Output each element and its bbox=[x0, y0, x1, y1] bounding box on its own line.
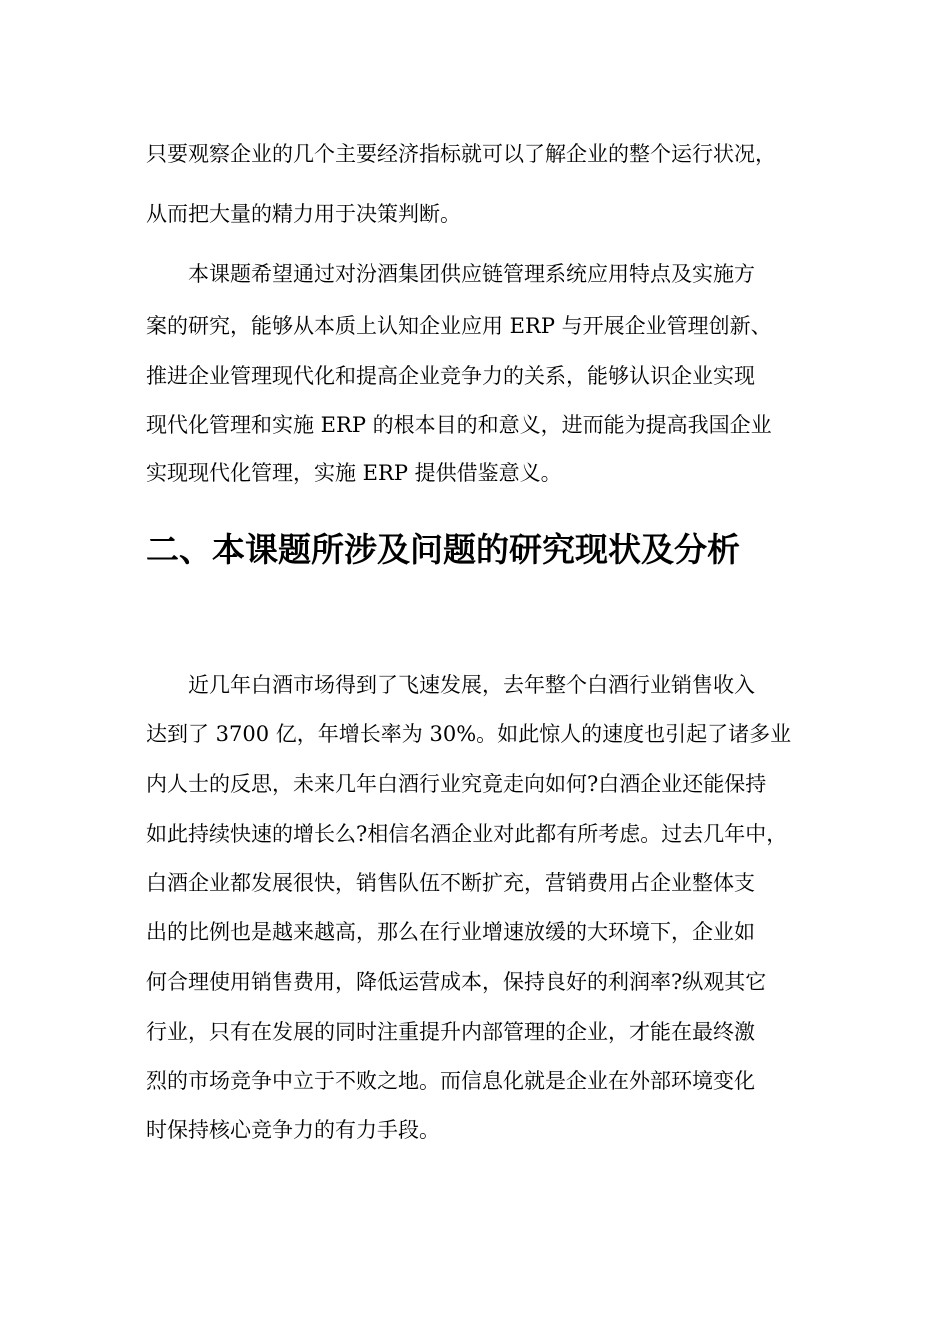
section-heading: 二、本课题所涉及问题的研究现状及分析 bbox=[146, 530, 740, 569]
body-line-9: 烈的市场竞争中立于不败之地。而信息化就是企业在外部环境变化 bbox=[146, 1069, 755, 1093]
intro-line-2: 从而把大量的精力用于决策判断。 bbox=[146, 202, 461, 226]
purpose-line-4: 现代化管理和实施 ERP 的根本目的和意义，进而能为提高我国企业 bbox=[146, 413, 772, 437]
purpose-line-1: 本课题希望通过对汾酒集团供应链管理系统应用特点及实施方 bbox=[188, 262, 755, 286]
body-line-8: 行业，只有在发展的同时注重提升内部管理的企业，才能在最终激 bbox=[146, 1020, 755, 1044]
body-line-7: 何合理使用销售费用，降低运营成本，保持良好的利润率?纵观其它 bbox=[146, 970, 767, 994]
body-line-6: 出的比例也是越来越高，那么在行业增速放缓的大环境下，企业如 bbox=[146, 920, 755, 944]
body-line-3: 内人士的反思，未来几年白酒行业究竟走向如何?白酒企业还能保持 bbox=[146, 772, 767, 796]
purpose-line-2: 案的研究，能够从本质上认知企业应用 ERP 与开展企业管理创新、 bbox=[146, 314, 772, 338]
purpose-line-3: 推进企业管理现代化和提高企业竞争力的关系，能够认识企业实现 bbox=[146, 364, 755, 388]
intro-line-1: 只要观察企业的几个主要经济指标就可以了解企业的整个运行状况， bbox=[146, 142, 776, 166]
purpose-line-5: 实现现代化管理，实施 ERP 提供借鉴意义。 bbox=[146, 461, 562, 485]
body-line-4: 如此持续快速的增长么?相信名酒企业对此都有所考虑。过去几年中， bbox=[146, 822, 788, 846]
body-line-10: 时保持核心竞争力的有力手段。 bbox=[146, 1118, 440, 1142]
body-line-1: 近几年白酒市场得到了飞速发展，去年整个白酒行业销售收入 bbox=[188, 673, 755, 697]
body-line-5: 白酒企业都发展很快，销售队伍不断扩充，营销费用占企业整体支 bbox=[146, 871, 755, 895]
body-line-2: 达到了 3700 亿，年增长率为 30%。如此惊人的速度也引起了诸多业 bbox=[146, 722, 792, 746]
